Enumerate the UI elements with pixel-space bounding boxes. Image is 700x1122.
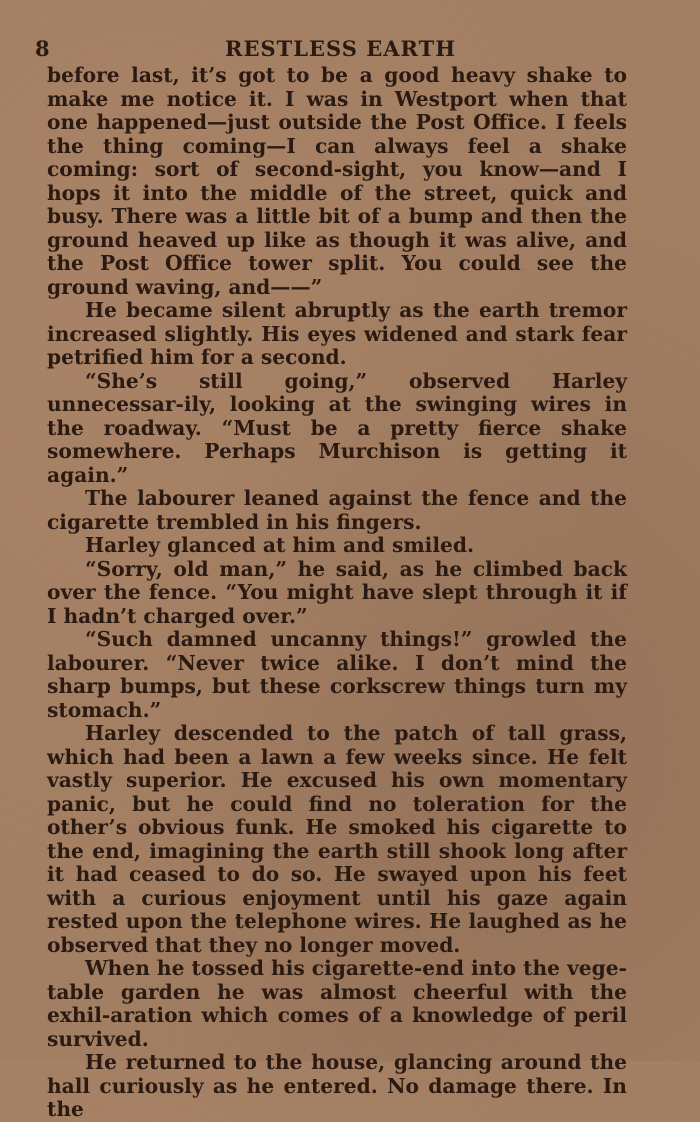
paragraph-5: Harley glanced at him and smiled. — [85, 533, 475, 557]
paragraph-4: The labourer leaned against the fence and the cigarette trembled in his fingers. — [47, 486, 627, 534]
paragraph-2: He became silent abruptly as the earth tremor increased slightly. His eyes widened and stark fear petrified him for a second. — [47, 298, 627, 369]
paragraph-1: before last, it’s got to be a good heavy shake to make me notice it. I was in Westport when that one happened—just outside the Post Office. I feels the thing coming—I can always feel a shake coming: sort of second-sight, you know—and I hops it into the middle of the street, quick and busy. There was a little bit of a bump and then the ground heaved up like as though it was alive, and the Post Office tower split. You could see the ground waving, and——” — [47, 63, 627, 299]
paragraph-7: “Such damned uncanny things!” growled the labourer. “Never twice alike. I don’t mind the sharp bumps, but these corkscrew things turn my stomach.” — [47, 627, 627, 722]
paragraph-10: He returned to the house, glancing around the hall curiously as he entered. No damage there. In the — [47, 1050, 627, 1121]
body-text — [47, 64, 627, 1122]
paragraph-8: Harley descended to the patch of tall grass, which had been a lawn a few weeks since. He felt vastly superior. He excused his own momentary panic, but he could find no toleration for the other’s obvious funk. He smoked his cigarette to the end, imagining the earth still shook long after it had ceased to do so. He swayed upon his feet with a curious enjoyment until his gaze again rested upon the telephone wires. He laughed as he observed that they no longer moved. — [47, 721, 627, 957]
book-page — [35, 34, 627, 1121]
paragraph-9: When he tossed his cigarette-end into the vege-table garden he was almost cheerful with the exhil-aration which comes of a knowledge of peril survived. — [47, 956, 627, 1051]
paragraph-6: “Sorry, old man,” he said, as he climbed back over the fence. “You might have slept through it if I hadn’t charged over.” — [47, 556, 627, 628]
page-header — [35, 34, 627, 64]
running-head: RESTLESS EARTH — [225, 36, 457, 61]
page-number: 8 — [35, 36, 51, 61]
paragraph-3: “She’s still going,” observed Harley unnecessar-ily, looking at the swinging wires in the roadway. “Must be a pretty fierce shake somewhere. Perhaps Murchison is getting it again.” — [47, 368, 627, 487]
